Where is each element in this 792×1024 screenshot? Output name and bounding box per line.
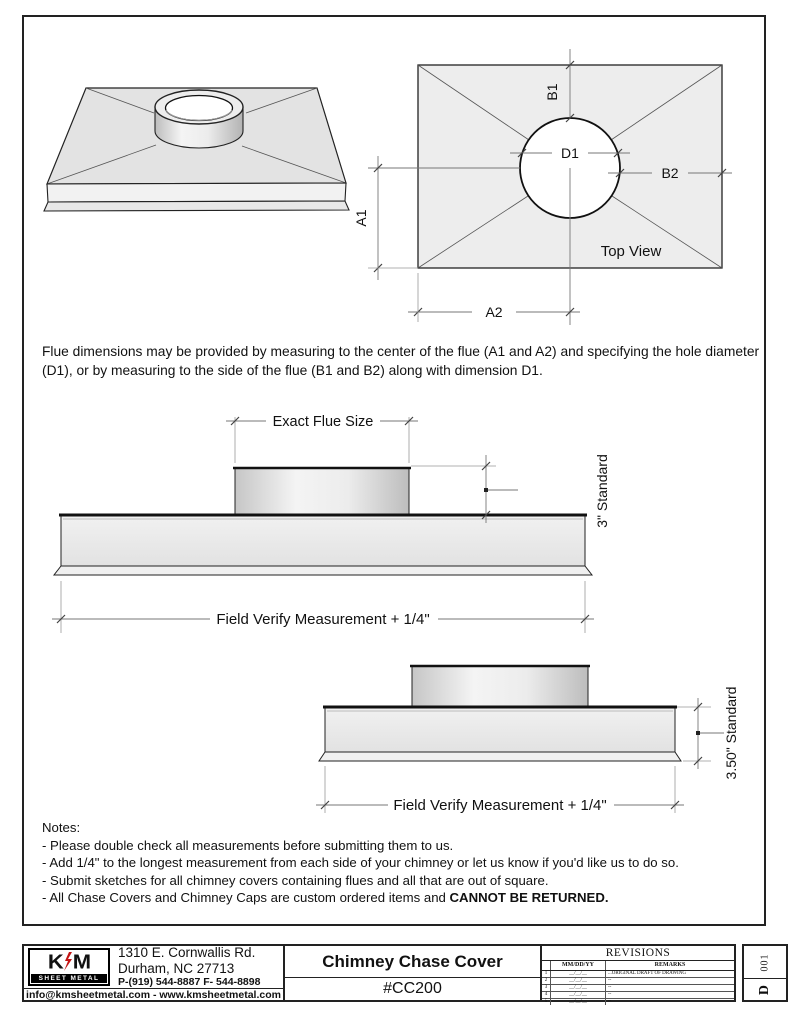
- dim-a1: [353, 156, 418, 280]
- note-item: [42, 890, 766, 907]
- sheet-size-cell: [744, 979, 786, 1000]
- cover-body-2: [325, 707, 675, 752]
- sheet-number: 001: [759, 953, 771, 971]
- dim-d1-label: D1: [561, 145, 579, 161]
- drawing-title: Chimney Chase Cover: [285, 946, 540, 978]
- note-item: - Submit sketches for all chimney covers containing flues and all that are out of square.: [42, 872, 549, 888]
- height-350-label: 3.50" Standard: [723, 686, 739, 780]
- dim-exact-flue-size: [226, 414, 418, 463]
- field-verify-label-1: Field Verify Measurement + 1/4": [216, 611, 430, 628]
- isometric-view: [35, 50, 365, 220]
- field-verify-label-2: Field Verify Measurement + 1/4": [393, 797, 607, 814]
- cover-body: [61, 515, 585, 566]
- dim-a1-label: A1: [353, 209, 369, 227]
- logo-letter-k: K: [47, 950, 63, 974]
- address-line-2: Durham, NC 27713: [118, 960, 235, 976]
- height-3in-label: 3" Standard: [594, 454, 610, 528]
- notes-title: Notes:: [42, 820, 81, 835]
- dim-b2-label: B2: [661, 165, 679, 181]
- km-logo-mark-icon: [63, 952, 73, 972]
- notes-section: [42, 820, 766, 908]
- revision-row: 3 __/__/__ --: [542, 985, 734, 992]
- revisions-table: [542, 946, 734, 1004]
- side-view-flush: [40, 403, 665, 643]
- phone-fax: P-(919) 544-8887 F- 544-8898: [118, 976, 261, 988]
- dim-b1-label: B1: [544, 83, 560, 101]
- company-cell: [24, 946, 285, 1000]
- flue-collar-iso: [155, 90, 243, 148]
- flue-collar: [235, 468, 409, 515]
- address-line-1: 1310 E. Cornwallis Rd.: [118, 945, 256, 960]
- top-view: [352, 35, 787, 335]
- sheet-size: D: [757, 984, 772, 995]
- dim-350-standard: [677, 687, 739, 780]
- flue-collar-2: [412, 666, 588, 707]
- sheet-number-cell: [744, 946, 786, 979]
- note-4-bold: CANNOT BE RETURNED.: [449, 890, 609, 906]
- side-view-skirted: [280, 633, 792, 823]
- company-address: [113, 946, 260, 988]
- title-block: [22, 944, 736, 1002]
- drawing-number: #CC200: [383, 980, 442, 997]
- dim-a2: [408, 273, 580, 322]
- revision-row: 2 __/__/__ --: [542, 978, 734, 985]
- email-web: info@kmsheetmetal.com - www.kmsheetmetal.com: [24, 988, 283, 1002]
- note-item: - Please double check all measurements before submitting them to us.: [42, 837, 454, 853]
- sheet-size-box: [742, 944, 788, 1002]
- revisions-title: REVISIONS: [542, 946, 734, 961]
- revision-row: 1 __/__/__ ...ORIGINAL DRAFT OF DRAWING: [542, 971, 734, 978]
- dim-a2-label: A2: [485, 304, 503, 320]
- note-item: - Add 1/4" to the longest measurement from each side of your chimney or let us know if you'd like us to do so.: [42, 855, 679, 871]
- revision-row: 4 __/__/__ --: [542, 992, 734, 999]
- exact-flue-size-label: Exact Flue Size: [272, 414, 374, 430]
- col-remarks: REMARKS: [654, 962, 686, 968]
- title-cell: [285, 946, 542, 1000]
- col-date: MM/DD/YY: [551, 961, 606, 970]
- dim-field-verify-1: [52, 581, 594, 633]
- flue-dimension-description: Flue dimensions may be provided by measuring to the center of the flue (A1 and A2) and specifying the hole diameter (D1), or by measuring to the side of the flue (B1 and B2) along with dimension D1.: [42, 344, 760, 378]
- cover-flange: [54, 566, 592, 575]
- top-view-caption: Top View: [600, 243, 662, 260]
- km-logo: [28, 948, 110, 987]
- revisions-header: [542, 961, 734, 971]
- logo-letter-m: M: [72, 950, 91, 974]
- cover-flange-2: [319, 752, 681, 761]
- revision-row: 5 __/__/__ --: [542, 999, 734, 1005]
- note-4-prefix: - All Chase Covers and Chimney Caps are custom ordered items and: [42, 890, 450, 906]
- logo-subtitle: SHEET METAL: [31, 974, 107, 984]
- dim-field-verify-2: [316, 766, 684, 814]
